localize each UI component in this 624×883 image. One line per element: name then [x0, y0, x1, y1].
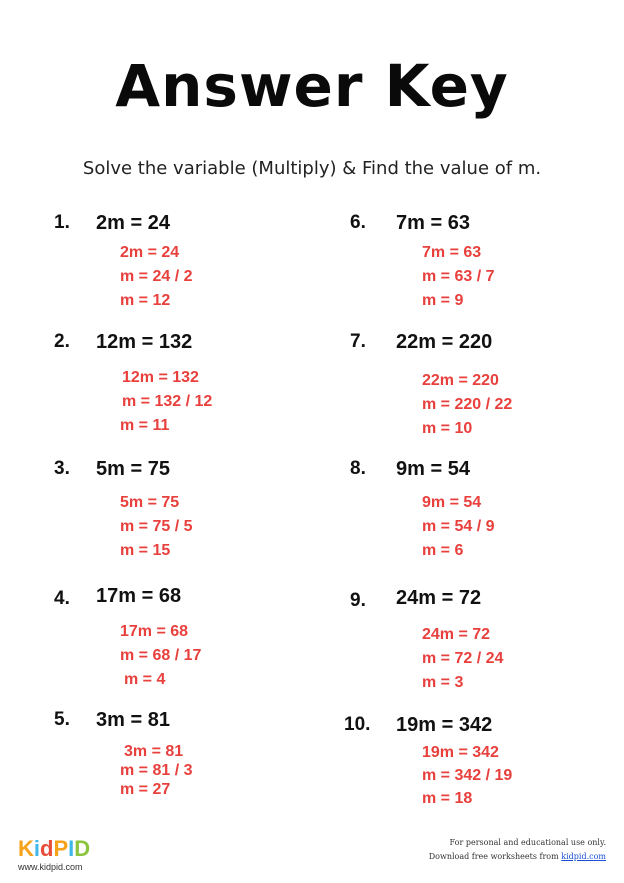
- problem-number: 8.: [350, 458, 366, 479]
- answer-step: m = 18: [422, 790, 473, 807]
- problem-number: 3.: [54, 458, 70, 479]
- problem-number: 4.: [54, 588, 70, 609]
- answer-step: m = 220 / 22: [422, 396, 513, 413]
- answer-step: 5m = 75: [120, 494, 180, 511]
- problem-equation: 17m = 68: [96, 585, 182, 607]
- page-title: Answer Key: [115, 52, 509, 120]
- answer-step: m = 24 / 2: [120, 268, 193, 285]
- problem-equation: 19m = 342: [396, 714, 493, 736]
- answer-step: 9m = 54: [422, 494, 482, 511]
- download-note: [306, 852, 606, 861]
- logo-url: www.kidpid.com: [18, 862, 83, 872]
- problem-equation: 24m = 72: [396, 587, 482, 609]
- answer-step: 17m = 68: [120, 623, 189, 640]
- answer-step: 12m = 132: [122, 369, 199, 386]
- answer-step: m = 342 / 19: [422, 767, 513, 784]
- problem-equation: 5m = 75: [96, 458, 170, 480]
- answer-step: m = 10: [422, 420, 473, 437]
- kidpid-logo: KidPID: [18, 836, 91, 861]
- answer-step: m = 68 / 17: [120, 647, 202, 664]
- problem-equation: 9m = 54: [396, 458, 470, 480]
- answer-step: m = 132 / 12: [122, 393, 213, 410]
- problem-number: 7.: [350, 331, 366, 352]
- problem-equation: 2m = 24: [96, 212, 170, 234]
- answer-step: 19m = 342: [422, 744, 499, 761]
- download-link[interactable]: kidpid.com: [561, 852, 606, 861]
- answer-step: 7m = 63: [422, 244, 482, 261]
- problem-number: 6.: [350, 212, 366, 233]
- answer-step: m = 4: [124, 671, 166, 688]
- problem-equation: 3m = 81: [96, 709, 170, 731]
- problem-number: 10.: [344, 714, 371, 735]
- answer-step: m = 15: [120, 542, 171, 559]
- answer-step: m = 63 / 7: [422, 268, 495, 285]
- answer-step: m = 11: [120, 417, 170, 434]
- answer-step: m = 3: [422, 674, 464, 691]
- instructions: Solve the variable (Multiply) & Find the value of m.: [82, 158, 542, 179]
- usage-note: For personal and educational use only.: [449, 838, 606, 847]
- answer-step: m = 72 / 24: [422, 650, 504, 667]
- problem-number: 9.: [350, 590, 366, 611]
- answer-step: m = 75 / 5: [120, 518, 193, 535]
- answer-step: 22m = 220: [422, 372, 499, 389]
- answer-step: m = 9: [422, 292, 464, 309]
- answer-step: m = 27: [120, 781, 171, 798]
- download-note-text: Download free worksheets from: [428, 852, 562, 861]
- answer-step: m = 81 / 3: [120, 762, 193, 779]
- problem-number: 2.: [54, 331, 70, 352]
- answer-step: 2m = 24: [120, 244, 180, 261]
- answer-step: m = 6: [422, 542, 464, 559]
- answer-step: m = 12: [120, 292, 171, 309]
- problem-equation: 22m = 220: [396, 331, 493, 353]
- problem-equation: 7m = 63: [396, 212, 470, 234]
- problem-number: 1.: [54, 212, 70, 233]
- answer-step: m = 54 / 9: [422, 518, 495, 535]
- problem-number: 5.: [54, 709, 70, 730]
- answer-step: 24m = 72: [422, 626, 491, 643]
- answer-step: 3m = 81: [124, 743, 184, 760]
- problem-equation: 12m = 132: [96, 331, 193, 353]
